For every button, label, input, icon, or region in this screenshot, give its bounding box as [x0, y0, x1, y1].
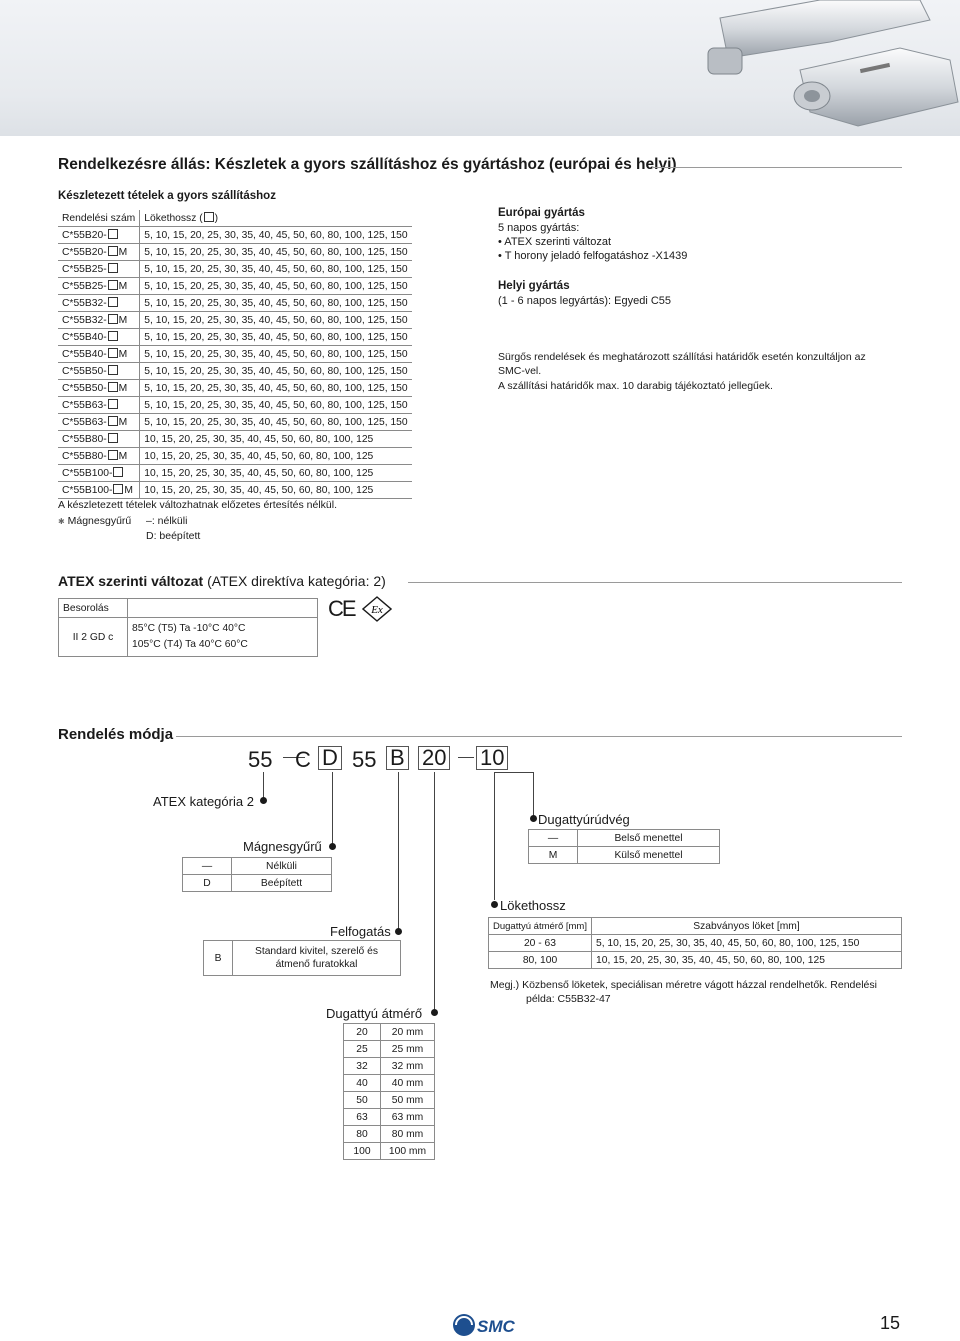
stock-code-prefix: C*55B50- [62, 366, 107, 377]
mount-desc: Standard kivitel, szerelő és átmenő furatokkal [233, 941, 401, 976]
stock-code-prefix: C*55B50- [62, 383, 107, 394]
stroke-values-2: 10, 15, 20, 25, 30, 35, 40, 45, 50, 60, 80, 100, 125 [591, 952, 901, 969]
leader-mount [398, 772, 399, 932]
bore-row [344, 1041, 435, 1058]
stock-code-prefix: C*55B20- [62, 230, 107, 241]
placeholder-box-icon [108, 399, 118, 409]
placeholder-box-icon [108, 348, 118, 358]
stock-strokes: 5, 10, 15, 20, 25, 30, 35, 40, 45, 50, 60, 80, 100, 125, 150 [140, 278, 412, 295]
placeholder-box-icon [108, 433, 118, 443]
stock-strokes: 5, 10, 15, 20, 25, 30, 35, 40, 45, 50, 60, 80, 100, 125, 150 [140, 414, 412, 431]
european-line1: 5 napos gyártás: [498, 222, 580, 234]
temp-line1: 85°C (T5) Ta -10°C 40°C [132, 623, 246, 634]
mount-code: B [204, 941, 233, 976]
magnet-legend-label: Mágnesgyűrű [67, 515, 132, 527]
atex-title [58, 573, 386, 589]
code-c: C [295, 747, 311, 772]
magnet-desc-d: Beépített [232, 875, 332, 892]
stock-row [58, 448, 412, 465]
rod-code-m: M [529, 847, 578, 864]
stock-row [58, 295, 412, 312]
placeholder-box-icon [113, 467, 123, 477]
stock-strokes: 5, 10, 15, 20, 25, 30, 35, 40, 45, 50, 60, 80, 100, 125, 150 [140, 346, 412, 363]
code-10-box [476, 745, 508, 771]
page-number: 15 [880, 1313, 901, 1333]
bore-code: 25 [344, 1041, 381, 1058]
stock-order-code [58, 261, 140, 278]
code-b-box [386, 745, 409, 771]
code-stroke: 10 [476, 746, 508, 770]
stroke-header-text: Lökethossz ( ) [144, 213, 219, 224]
bore-size: 50 mm [381, 1092, 435, 1109]
bore-row [344, 1143, 435, 1160]
magnet-code-d: D [183, 875, 232, 892]
stock-code-prefix: C*55B32- [62, 315, 107, 326]
delivery-text: A szállítási határidők max. 10 darabig tájékoztató jellegűek. [498, 380, 773, 392]
stock-row [58, 278, 412, 295]
placeholder-box-icon [108, 382, 118, 392]
stock-row [58, 227, 412, 244]
magnet-title: Mágnesgyűrű [243, 839, 322, 854]
stock-code-prefix: C*55B80- [62, 434, 107, 445]
bore-code: 63 [344, 1109, 381, 1126]
rod-code-none: — [529, 830, 578, 847]
stock-strokes: 5, 10, 15, 20, 25, 30, 35, 40, 45, 50, 60, 80, 100, 125, 150 [140, 227, 412, 244]
stock-row [58, 397, 412, 414]
stock-row [58, 465, 412, 482]
stock-code-prefix: C*55B32- [62, 298, 107, 309]
order-code [248, 747, 272, 773]
stock-strokes: 5, 10, 15, 20, 25, 30, 35, 40, 45, 50, 60, 80, 100, 125, 150 [140, 312, 412, 329]
availability-title: Rendelkezésre állás: Készletek a gyors szállításhoz és gyártáshoz (európai és helyi) [58, 156, 677, 173]
european-heading: Európai gyártás [498, 207, 585, 219]
svg-text:Ex: Ex [371, 604, 383, 616]
leader-bore [434, 772, 435, 1012]
stock-code-suffix: M [124, 485, 133, 496]
stock-table [58, 210, 412, 499]
stock-row [58, 431, 412, 448]
magnet-none-text: –: nélküli [146, 515, 188, 527]
magnet-legend [58, 515, 131, 527]
stock-order-code [58, 312, 140, 329]
stock-code-prefix: C*55B40- [62, 349, 107, 360]
placeholder-box-icon [108, 246, 118, 256]
code-55: 55 [352, 747, 377, 772]
ce-mark-icon: CE [328, 596, 355, 621]
stock-order-code [58, 380, 140, 397]
stroke-table [488, 917, 902, 969]
stroke-header [140, 210, 412, 227]
magnet-code-none: — [183, 858, 232, 875]
atex-rule [408, 582, 902, 583]
stock-code-prefix: C*55B80- [62, 451, 107, 462]
stock-code-suffix: M [118, 315, 128, 326]
stroke-bore-1: 20 - 63 [489, 935, 592, 952]
stock-row [58, 244, 412, 261]
mount-title: Felfogatás [330, 924, 391, 939]
bore-row [344, 1092, 435, 1109]
stock-order-code [58, 346, 140, 363]
stock-strokes: 5, 10, 15, 20, 25, 30, 35, 40, 45, 50, 60, 80, 100, 125, 150 [140, 261, 412, 278]
stock-strokes: 10, 15, 20, 25, 30, 35, 40, 45, 50, 60, 80, 100, 125 [140, 448, 412, 465]
code-20-box [418, 745, 450, 771]
code-series: 55 [248, 747, 273, 772]
stock-order-code [58, 363, 140, 380]
rod-desc-m: Külső menettel [578, 847, 720, 864]
bore-dot [431, 1009, 438, 1016]
stock-strokes: 10, 15, 20, 25, 30, 35, 40, 45, 50, 60, 80, 100, 125 [140, 431, 412, 448]
european-bullet2: • T horony jeladó felfogatáshoz -X1439 [498, 250, 688, 262]
stock-code-suffix: M [118, 349, 128, 360]
stock-row [58, 363, 412, 380]
bore-size: 63 mm [381, 1109, 435, 1126]
atex-table [58, 598, 318, 657]
bore-table [343, 1023, 435, 1160]
placeholder-box-icon [204, 212, 214, 222]
leader-stroke [494, 772, 495, 900]
bore-size: 32 mm [381, 1058, 435, 1075]
placeholder-box-icon [108, 314, 118, 324]
atex-title-bold: ATEX szerinti változat [58, 573, 204, 589]
smc-logo-icon [452, 1312, 522, 1338]
stock-order-code [58, 431, 140, 448]
mount-dot [395, 928, 402, 935]
stroke-header-bore: Dugattyú átmérő [mm] [489, 918, 592, 935]
code-b: B [386, 746, 409, 770]
stroke-values-1: 5, 10, 15, 20, 25, 30, 35, 40, 45, 50, 60, 80, 100, 125, 150 [591, 935, 901, 952]
stock-table-header [58, 210, 412, 227]
ex-mark-icon [362, 596, 392, 622]
asterisk-bullet-icon: ✱ [58, 517, 65, 526]
stock-order-code [58, 397, 140, 414]
atex-title-rest: (ATEX direktíva kategória: 2) [203, 573, 386, 589]
stock-note: A készletezett tételek változhatnak előzetes értesítés nélkül. [58, 499, 337, 511]
bore-row [344, 1126, 435, 1143]
stock-order-code [58, 278, 140, 295]
stroke-note-1: Megj.) Közbenső löketek, speciálisan méretre vágott házzal rendelhetők. Rendelési [490, 979, 877, 991]
bore-code: 20 [344, 1024, 381, 1041]
rod-desc-none: Belső menettel [578, 830, 720, 847]
local-text: (1 - 6 napos legyártás): Egyedi C55 [498, 295, 672, 307]
order-number-header: Rendelési szám [58, 210, 140, 227]
code-d-box [318, 745, 342, 771]
class-header-blank [128, 599, 318, 618]
stock-strokes: 5, 10, 15, 20, 25, 30, 35, 40, 45, 50, 60, 80, 100, 125, 150 [140, 244, 412, 261]
stock-code-suffix: M [118, 383, 128, 394]
stock-strokes: 5, 10, 15, 20, 25, 30, 35, 40, 45, 50, 60, 80, 100, 125, 150 [140, 329, 412, 346]
stock-strokes: 5, 10, 15, 20, 25, 30, 35, 40, 45, 50, 60, 80, 100, 125, 150 [140, 363, 412, 380]
bore-row [344, 1058, 435, 1075]
magnet-table [182, 857, 332, 892]
leader-atex [263, 772, 264, 800]
order-rule [176, 736, 902, 737]
stock-code-prefix: C*55B25- [62, 264, 107, 275]
stock-code-prefix: C*55B100- [62, 485, 113, 496]
stock-subtitle: Készletezett tételek a gyors szállításhoz [58, 190, 276, 202]
bore-row [344, 1109, 435, 1126]
stock-row [58, 380, 412, 397]
stock-code-suffix: M [118, 281, 128, 292]
code-bore: 20 [418, 746, 450, 770]
stock-code-prefix: C*55B63- [62, 400, 107, 411]
stock-order-code [58, 329, 140, 346]
leader-magnet [332, 772, 333, 846]
atex-cat-label: ATEX kategória 2 [153, 794, 254, 809]
atex-cat-dot [260, 797, 267, 804]
bore-size: 100 mm [381, 1143, 435, 1160]
placeholder-box-icon [108, 297, 118, 307]
magnet-desc-none: Nélküli [232, 858, 332, 875]
bore-row [344, 1075, 435, 1092]
stock-row [58, 261, 412, 278]
bore-size: 40 mm [381, 1075, 435, 1092]
stock-code-prefix: C*55B63- [62, 417, 107, 428]
bore-code: 50 [344, 1092, 381, 1109]
stock-row [58, 346, 412, 363]
stock-order-code [58, 448, 140, 465]
order-title: Rendelés módja [58, 726, 174, 743]
stock-code-suffix: M [118, 417, 128, 428]
stroke-header-std: Szabványos löket [mm] [591, 918, 901, 935]
urgent-text: Sürgős rendelések és meghatározott szállítási határidők esetén konzultáljon az SMC-vel. [498, 351, 866, 377]
cylinder-product-image [700, 0, 960, 136]
bore-code: 80 [344, 1126, 381, 1143]
smc-logo-text: SMC [477, 1317, 515, 1336]
stock-code-suffix: M [118, 451, 128, 462]
stock-strokes: 5, 10, 15, 20, 25, 30, 35, 40, 45, 50, 60, 80, 100, 125, 150 [140, 397, 412, 414]
stock-strokes: 10, 15, 20, 25, 30, 35, 40, 45, 50, 60, 80, 100, 125 [140, 465, 412, 482]
class-header: Besorolás [59, 599, 128, 618]
mount-table [203, 940, 401, 976]
stock-order-code [58, 295, 140, 312]
bore-size: 20 mm [381, 1024, 435, 1041]
placeholder-box-icon [108, 416, 118, 426]
placeholder-box-icon [108, 229, 118, 239]
stock-row [58, 329, 412, 346]
stock-strokes: 5, 10, 15, 20, 25, 30, 35, 40, 45, 50, 60, 80, 100, 125, 150 [140, 295, 412, 312]
placeholder-box-icon [108, 263, 118, 273]
magnet-dot [329, 843, 336, 850]
bore-title: Dugattyú átmérő [326, 1006, 423, 1021]
bore-code: 40 [344, 1075, 381, 1092]
temp-line2: 105°C (T4) Ta 40°C 60°C [132, 639, 248, 650]
placeholder-box-icon [108, 450, 118, 460]
stock-order-code [58, 227, 140, 244]
temp-cell [128, 618, 318, 657]
leader-rod-join [494, 772, 533, 773]
stock-row [58, 312, 412, 329]
stock-order-code [58, 244, 140, 261]
stock-code-prefix: C*55B20- [62, 247, 107, 258]
bore-row [344, 1024, 435, 1041]
code-dash-2 [458, 757, 474, 758]
code-d: D [318, 746, 342, 770]
stroke-note-2: példa: C55B32-47 [526, 993, 611, 1005]
leader-rod [533, 772, 534, 818]
stock-order-code [58, 482, 140, 499]
stroke-bore-2: 80, 100 [489, 952, 592, 969]
stock-strokes: 10, 15, 20, 25, 30, 35, 40, 45, 50, 60, 80, 100, 125 [140, 482, 412, 499]
title-rule [652, 167, 902, 168]
rod-table [528, 829, 720, 864]
stock-code-prefix: C*55B100- [62, 468, 113, 479]
european-bullet1: • ATEX szerinti változat [498, 236, 612, 248]
placeholder-box-icon [108, 280, 118, 290]
local-heading: Helyi gyártás [498, 280, 570, 292]
rod-title: Dugattyúrúdvég [538, 812, 630, 827]
stock-strokes: 5, 10, 15, 20, 25, 30, 35, 40, 45, 50, 60, 80, 100, 125, 150 [140, 380, 412, 397]
placeholder-box-icon [108, 365, 118, 375]
bore-code: 32 [344, 1058, 381, 1075]
placeholder-box-icon [113, 484, 123, 494]
stock-code-suffix: M [118, 247, 128, 258]
stroke-title: Lökethossz [500, 898, 566, 913]
bore-size: 80 mm [381, 1126, 435, 1143]
placeholder-box-icon [108, 331, 118, 341]
stock-code-prefix: C*55B40- [62, 332, 107, 343]
stock-order-code [58, 465, 140, 482]
class-value: II 2 GD c [59, 618, 128, 657]
stroke-dot [491, 901, 498, 908]
stock-order-code [58, 414, 140, 431]
stock-code-prefix: C*55B25- [62, 281, 107, 292]
stock-row [58, 414, 412, 431]
stock-row [58, 482, 412, 499]
bore-size: 25 mm [381, 1041, 435, 1058]
rod-dot [530, 815, 537, 822]
magnet-built-text: D: beépített [146, 530, 201, 542]
bore-code: 100 [344, 1143, 381, 1160]
